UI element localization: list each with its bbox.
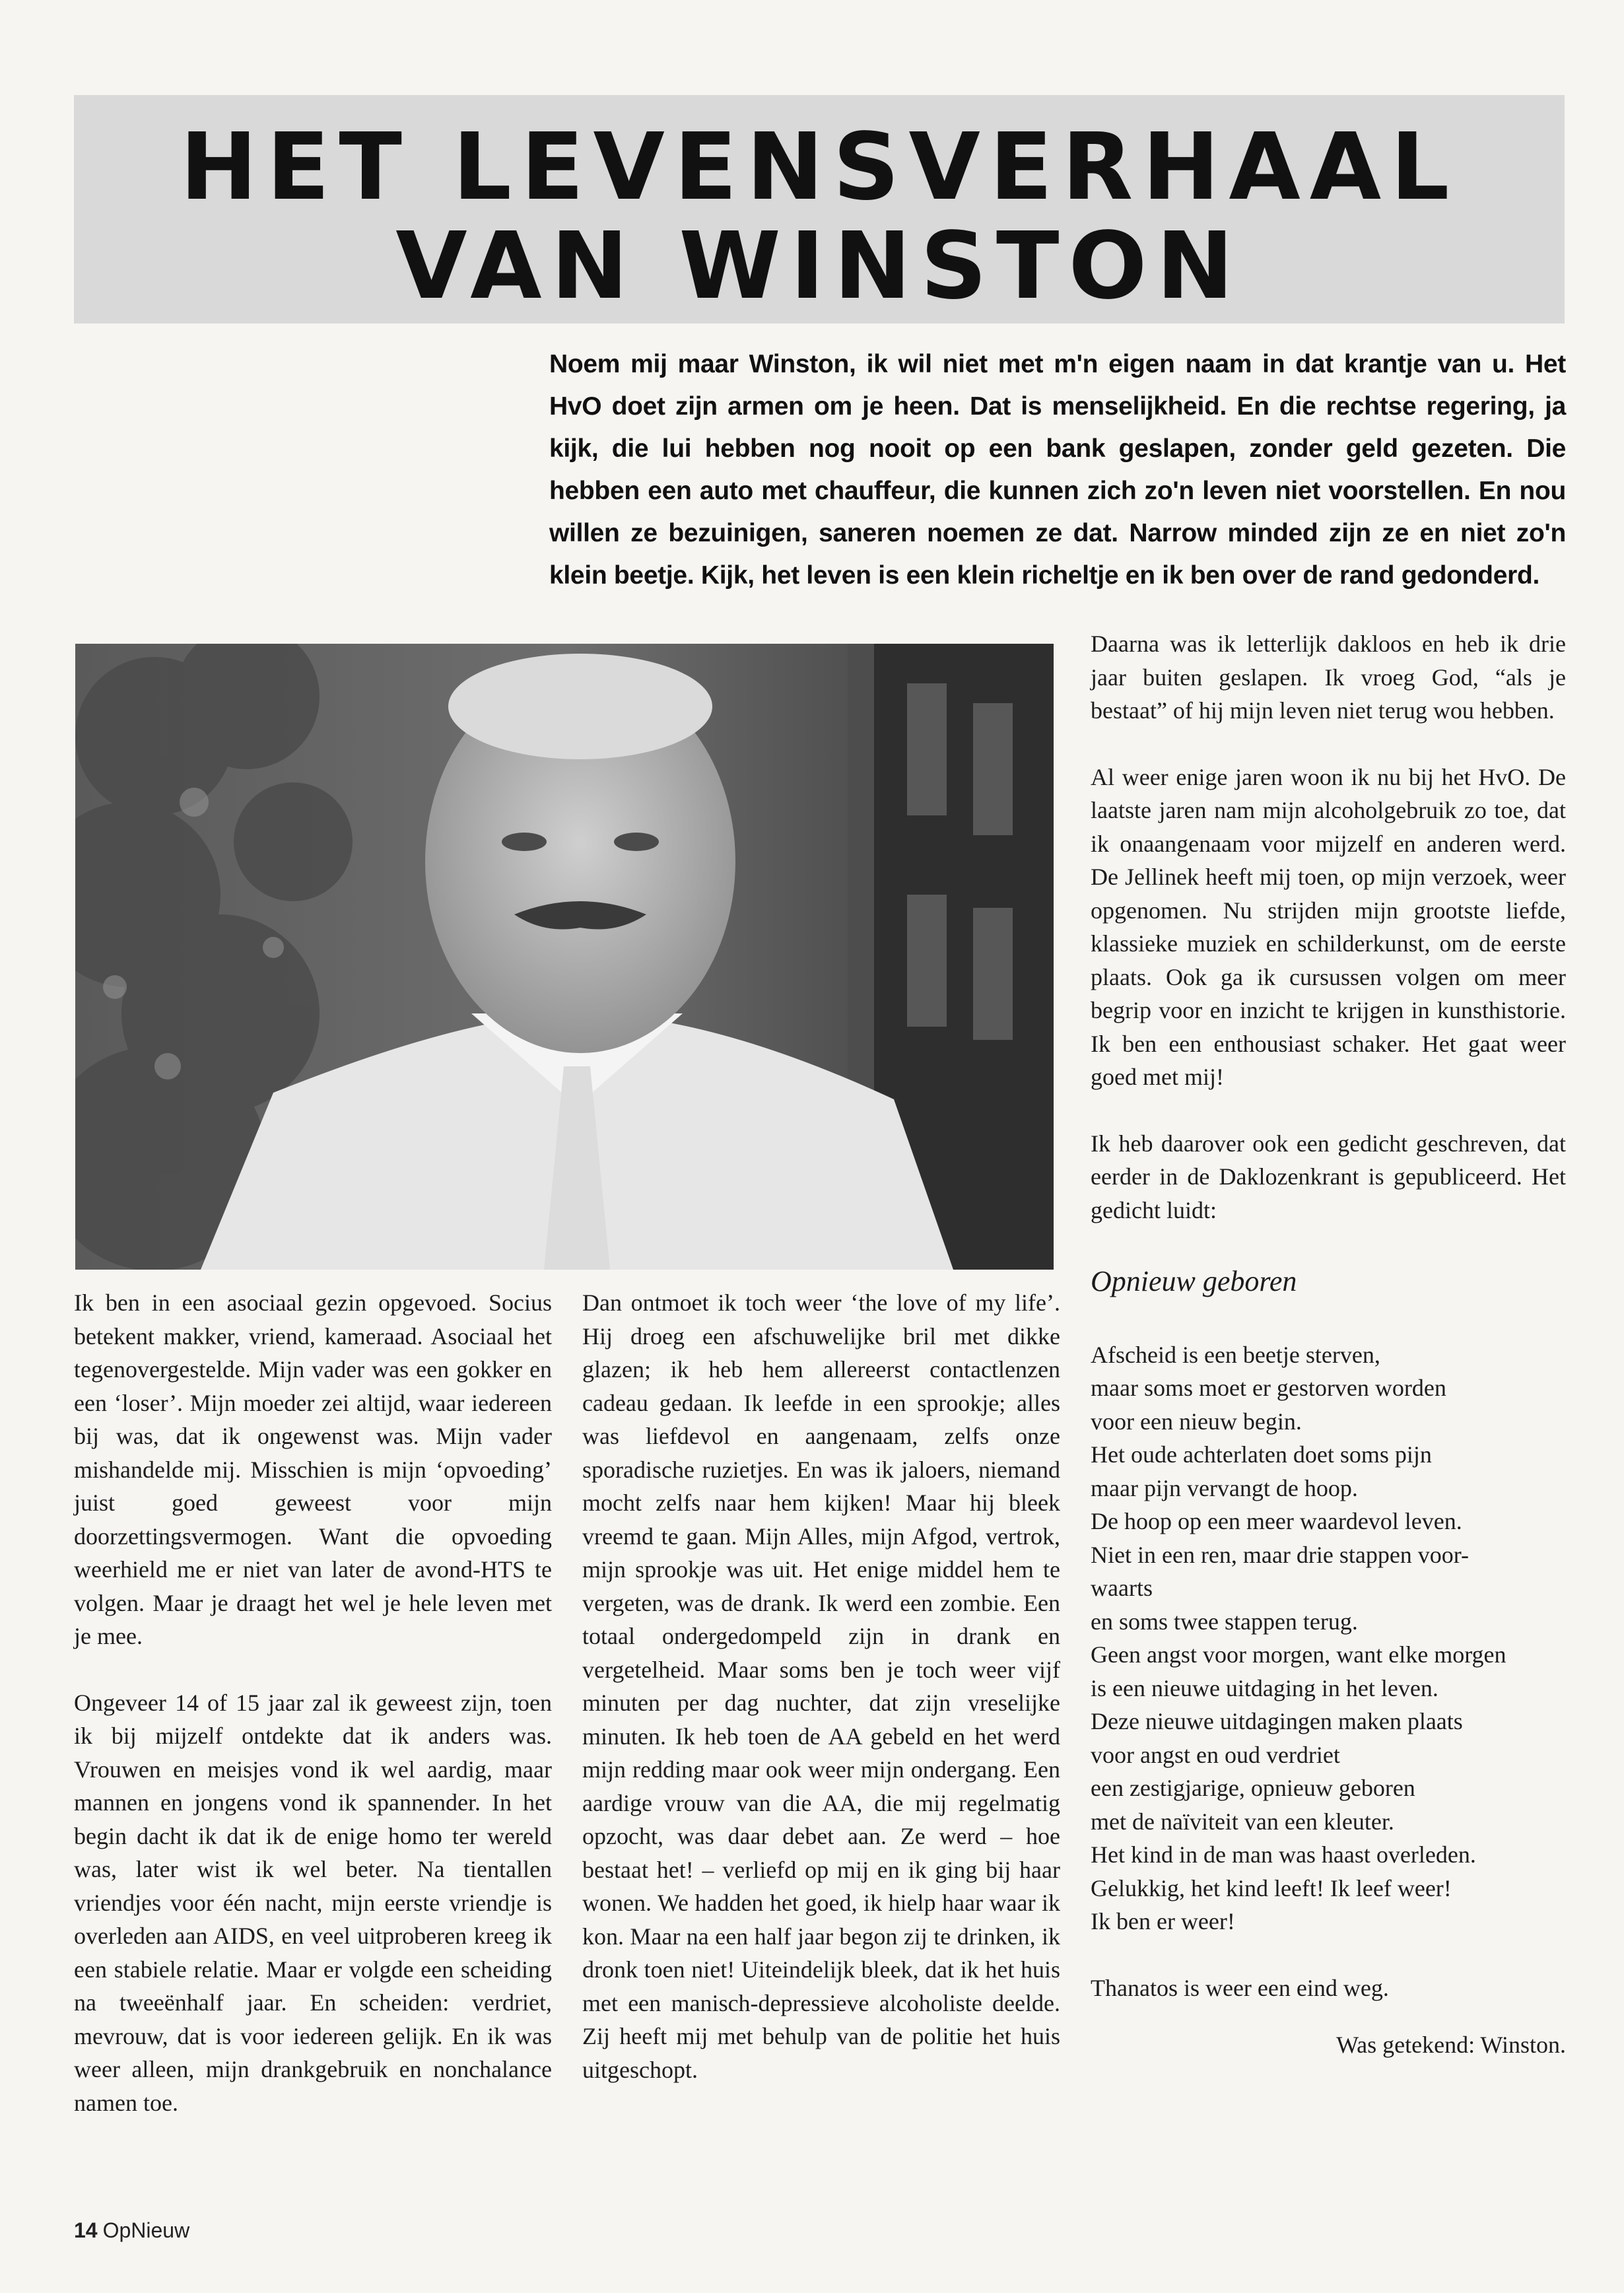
paragraph: Ik ben in een asociaal gezin opgevoed. Socius betekent makker, vriend, kameraad. Asociaal het tegenovergestelde. Mijn vader was een gokker en een ‘loser’. Mijn moeder zei altijd, waar iedereen bij was, dat ik ongewenst was. Mijn vader mishandelde mij. Misschien is mijn ‘opvoeding’ juist goed geweest voor mijn doorzettingsvermogen. Want die opvoeding weerhield me er niet van later de avond-HTS te volgen. Maar je draagt het wel je hele leven met je mee. (74, 1289, 552, 1649)
poem-line: Geen angst voor morgen, want elke morgen (1091, 1641, 1506, 1668)
column-right (1091, 627, 1566, 2062)
poem-title: Opnieuw geboren (1091, 1265, 1297, 1297)
poem-line: maar soms moet er gestorven worden (1091, 1375, 1446, 1401)
paragraph: Al weer enige jaren woon ik nu bij het HvO. De laatste jaren nam mijn alcoholgebruik zo toe, dat ik onaangenaam voor mijzelf en anderen werd. De Jellinek heeft mij toen, op mijn verzoek, weer opgenomen. Nu strijden mijn grootste liefde, klassieke muziek en schilderkunst, om de eerste plaats. Ook ga ik cursussen volgen om meer begrip voor en inzicht te krijgen in kunsthistorie. Ik ben een enthousiast schaker. Het gaat weer goed met mij! (1091, 763, 1566, 1090)
poem-line: Afscheid is een beetje sterven, (1091, 1341, 1380, 1368)
poem-line: Gelukkig, het kind leeft! Ik leef weer! (1091, 1874, 1452, 1901)
lead-paragraph: Noem mij maar Winston, ik wil niet met m'n eigen naam in dat krantje van u. Het HvO doet zijn armen om je heen. Dat is menselijkheid. En die rechtse regering, ja kijk, die lui hebben nog nooit op een bank geslapen, zonder geld gezeten. Die hebben een auto met chauffeur, die kunnen zich zo'n leven niet voorstellen. En nou willen ze bezuinigen, saneren noemen ze dat. Narrow minded zijn ze en niet zo'n klein beetje. Kijk, het leven is een klein richeltje en ik ben over de rand gedonderd. (549, 350, 1566, 590)
poem (1091, 1338, 1566, 2005)
paragraph: Dan ontmoet ik toch weer ‘the love of my life’. Hij droeg een afschuwelijke bril met dikke glazen; ik heb hem allereerst contactlenzen cadeau gedaan. Ik leefde in een sprookje; alles was liefdevol en aangenaam, zelfs onze sporadische ruzietjes. En was ik jaloers, niemand mocht zelfs naar hem kijken! Maar hij bleek vreemd te gaan. Mijn Alles, mijn Afgod, vertrok, mijn sprookje was uit. Het enige middel hem te vergeten, was de drank. Ik werd een zombie. Een totaal ondergedompeld zijn in drank en vergetelheid. Maar soms ben je toch weer vijf minuten per dag nuchter, dat zijn vreselijke minuten. Ik heb toen de AA gebeld en het werd mijn redding maar ook weer mijn ondergang. Een aardige vrouw van die AA, die mij regelmatig opzocht, was daar debet aan. Ze werd – hoe bestaat het! – verliefd op mij en ik ging bij haar wonen. We hadden het goed, ik hielp haar waar ik kon. Maar na een half jaar begon zij te drinken, ik dronk toen niet! Uiteindelijk bleek, dat ik het huis met een manisch-depressieve alcoholiste deelde. Zij heeft mij met behulp van de politie het huis uitgeschopt. (582, 1289, 1060, 2083)
signature: Was getekend: Winston. (1336, 2032, 1566, 2058)
headline-line-1: HET LEVENSVERHAAL (180, 114, 1459, 221)
poem-line: voor een nieuw begin. (1091, 1408, 1302, 1435)
poem-line: met de naïviteit van een kleuter. (1091, 1808, 1394, 1835)
magazine-name: OpNieuw (102, 2218, 190, 2242)
column-middle (582, 1286, 1060, 2119)
poem-line: Het kind in de man was haast overleden. (1091, 1841, 1476, 1868)
headline-line-2: VAN WINSTON (395, 213, 1243, 320)
page-footer (74, 2218, 189, 2243)
poem-line: Deze nieuwe uitdagingen maken plaats (1091, 1708, 1463, 1734)
poem-closing: Thanatos is weer een eind weg. (1091, 1974, 1389, 2001)
title-band (74, 95, 1565, 324)
poem-line: waarts (1091, 1575, 1153, 1601)
poem-line: De hoop op een meer waardevol leven. (1091, 1508, 1462, 1534)
poem-line: voor angst en oud verdriet (1091, 1741, 1340, 1768)
poem-line: maar pijn vervangt de hoop. (1091, 1474, 1358, 1501)
poem-line: en soms twee stappen terug. (1091, 1608, 1358, 1635)
poem-line: een zestigjarige, opnieuw geboren (1091, 1775, 1415, 1801)
portrait-photo (75, 644, 1054, 1270)
poem-line: is een nieuwe uitdaging in het leven. (1091, 1674, 1438, 1701)
column-left (74, 1286, 552, 2152)
paragraph: Ongeveer 14 of 15 jaar zal ik geweest zijn, toen ik bij mijzelf ontdekte dat ik anders was. Vrouwen en meisjes vond ik wel aardig, maar mannen en jongens vond ik spannender. In het begin dacht ik dat ik de enige homo ter wereld was, later wist ik wel beter. Na tientallen vriendjes voor één nacht, mijn eerste vriendje is overleden aan AIDS, en veel uitproberen kreeg ik een stabiele relatie. Maar er volgde een scheiding na tweeënhalf jaar. En scheiden: verdriet, mevrouw, dat is voor iedereen gelijk. En ik was weer alleen, mijn drankgebruik en nonchalance namen toe. (74, 1689, 552, 2116)
poem-line: Ik ben er weer! (1091, 1908, 1235, 1934)
paragraph: Daarna was ik letterlijk dakloos en heb ik drie jaar buiten geslapen. Ik vroeg God, “als je bestaat” of hij mijn leven niet terug wou hebben. (1091, 631, 1566, 724)
page-number: 14 (74, 2218, 98, 2242)
poem-line: Het oude achterlaten doet soms pijn (1091, 1441, 1432, 1468)
paragraph: Ik heb daarover ook een gedicht geschreven, dat eerder in de Daklozenkrant is gepubliceerd. Het gedicht luidt: (1091, 1130, 1566, 1223)
poem-line: Niet in een ren, maar drie stappen voor- (1091, 1541, 1470, 1568)
